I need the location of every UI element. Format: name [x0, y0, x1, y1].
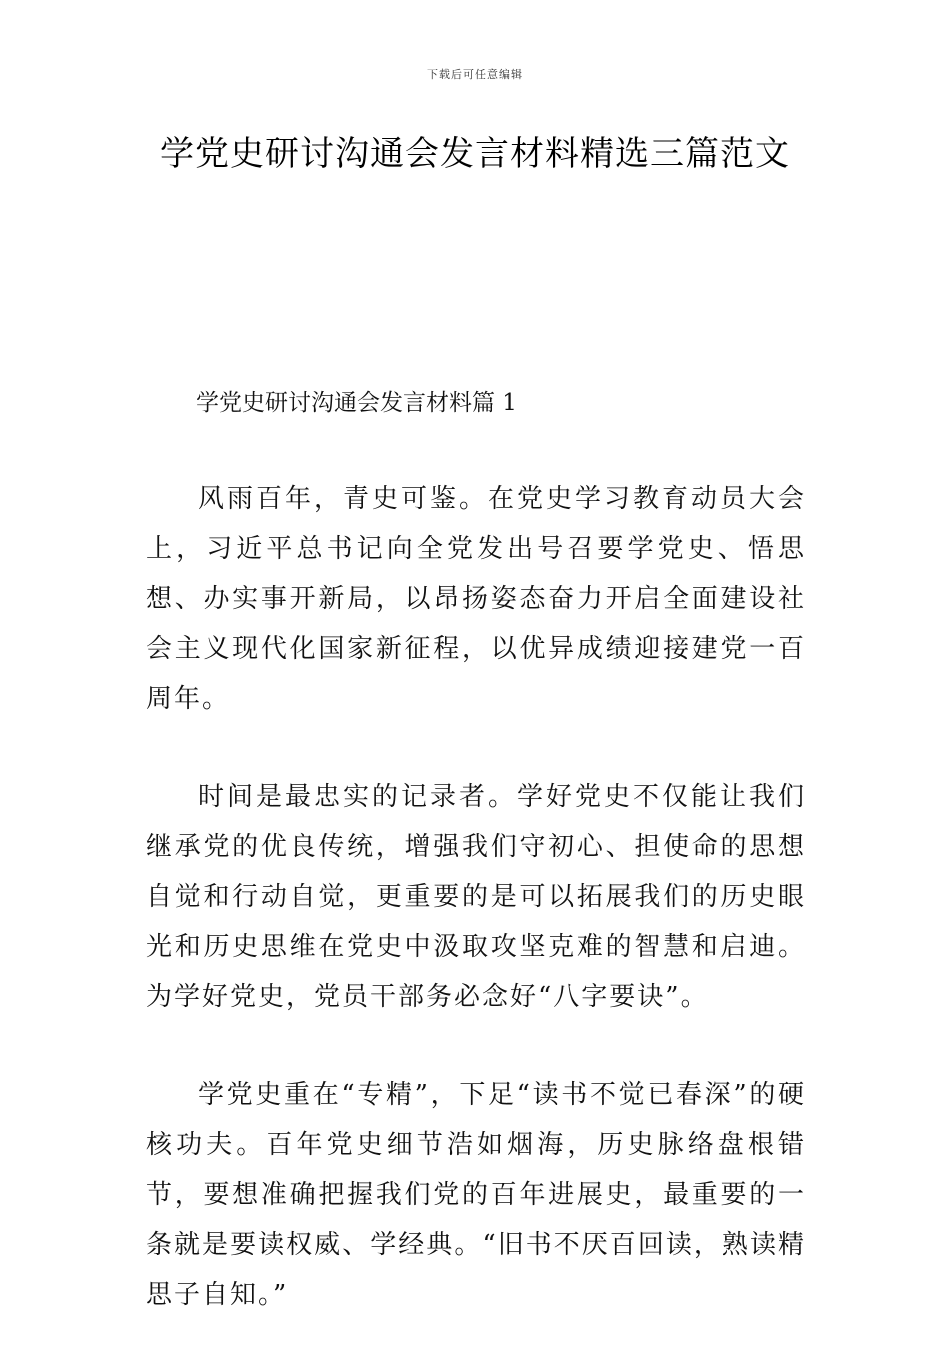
section-heading: 学党史研讨沟通会发言材料篇 1 — [196, 390, 517, 416]
paragraph: 风雨百年，青史可鉴。在党史学习教育动员大会上，习近平总书记向全党发出号召要学党史、悟思想、办实事开新局，以昂扬姿态奋力开启全面建设社会主义现代化国家新征程，以优异成绩迎接建党一百周年。 — [146, 484, 806, 714]
document-body — [146, 474, 806, 1368]
paragraph: 时间是最忠实的记录者。学好党史不仅能让我们继承党的优良传统，增强我们守初心、担使命的思想自觉和行动自觉，更重要的是可以拓展我们的历史眼光和历史思维在党史中汲取攻坚克难的智慧和启迪。为学好党史，党员干部务必念好“八字要诀”。 — [146, 782, 806, 1012]
paragraph: 学党史重在“专精”，下足“读书不觉已春深”的硬核功夫。百年党史细节浩如烟海，历史脉络盘根错节，要想准确把握我们党的百年进展史，最重要的一条就是要读权威、学经典。“旧书不厌百回读，熟读精思子自知。” — [146, 1080, 806, 1310]
document-title: 学党史研讨沟通会发言材料精选三篇范文 — [160, 134, 790, 174]
header-note: 下载后可任意编辑 — [427, 68, 523, 81]
